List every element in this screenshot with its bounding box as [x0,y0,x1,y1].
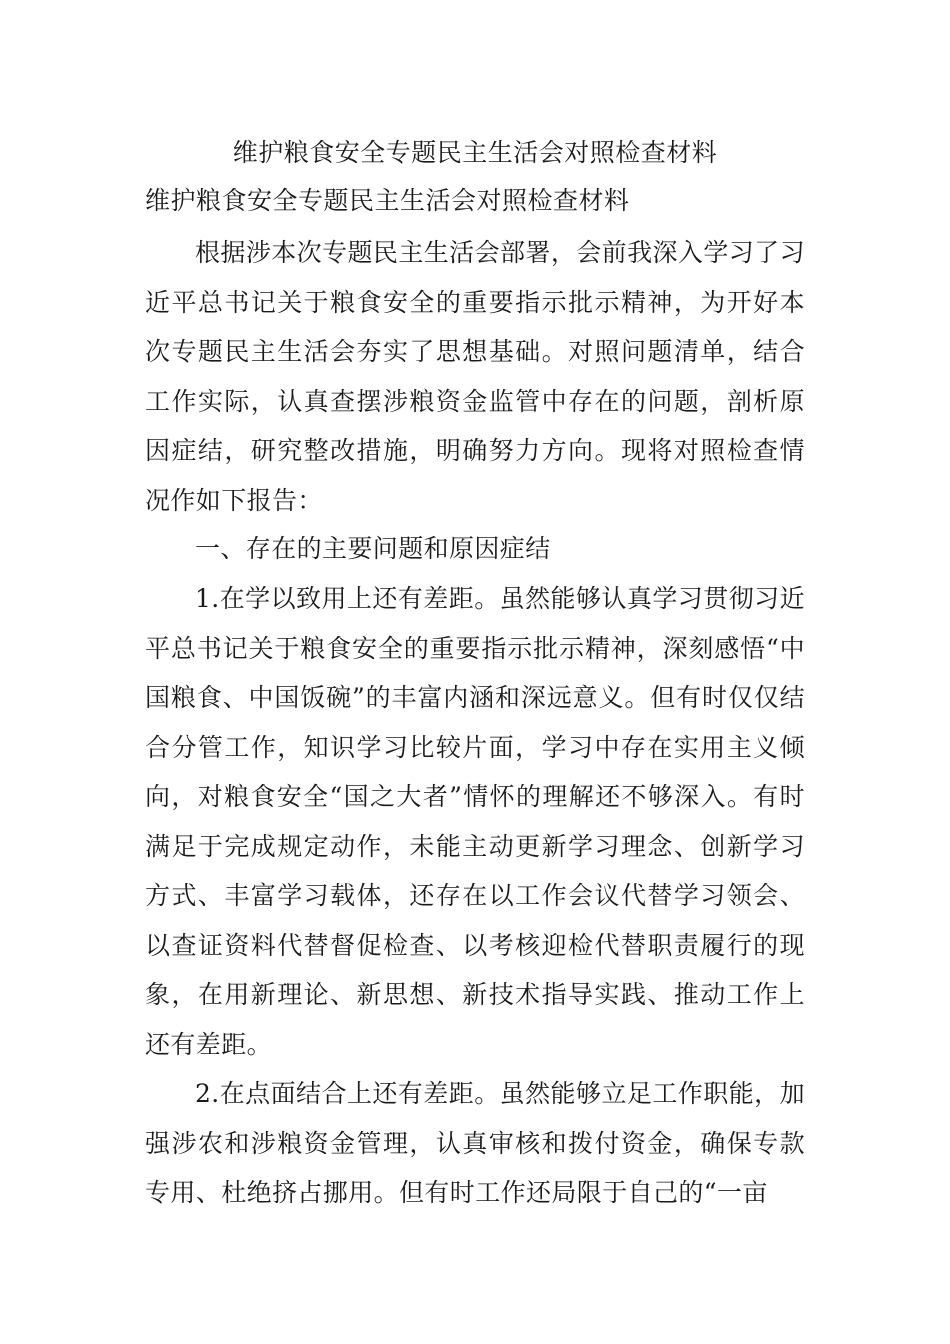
intro-paragraph: 根据涉本次专题民主生活会部署，会前我深入学习了习近平总书记关于粮食安全的重要指示批示精神，为开好本次专题民主生活会夯实了思想基础。对照问题清单，结合工作实际，认真查摆涉粮资金监管中存在的问题，剖析原因症结，研究整改措施，明确努力方向。现将对照检查情况作如下报告： [145,238,805,515]
problem-item-1: 1.在学以致用上还有差距。虽然能够认真学习贯彻习近平总书记关于粮食安全的重要指示批示精神，深刻感悟“中国粮食、中国饭碗”的丰富内涵和深远意义。但有时仅仅结合分管工作，知识学习比较片面，学习中存在实用主义倾向，对粮食安全“国之大者”情怀的理解还不够深入。有时满足于完成规定动作，未能主动更新学习理念、创新学习方式、丰富学习载体，还存在以工作会议代替学习领会、以查证资料代替督促检查、以考核迎检代替职责履行的现象，在用新理论、新思想、新技术指导实践、推动工作上还有差距。 [145,584,805,1059]
document-title: 维护粮食安全专题民主生活会对照检查材料 [232,138,718,167]
document-subtitle: 维护粮食安全专题民主生活会对照检查材料 [145,186,630,215]
problem-item-2: 2.在点面结合上还有差距。虽然能够立足工作职能，加强涉农和涉粮资金管理，认真审核和拨付资金，确保专款专用、杜绝挤占挪用。但有时工作还局限于自己的“一亩 [145,1079,805,1207]
section-heading: 一、存在的主要问题和原因症结 [195,534,551,563]
